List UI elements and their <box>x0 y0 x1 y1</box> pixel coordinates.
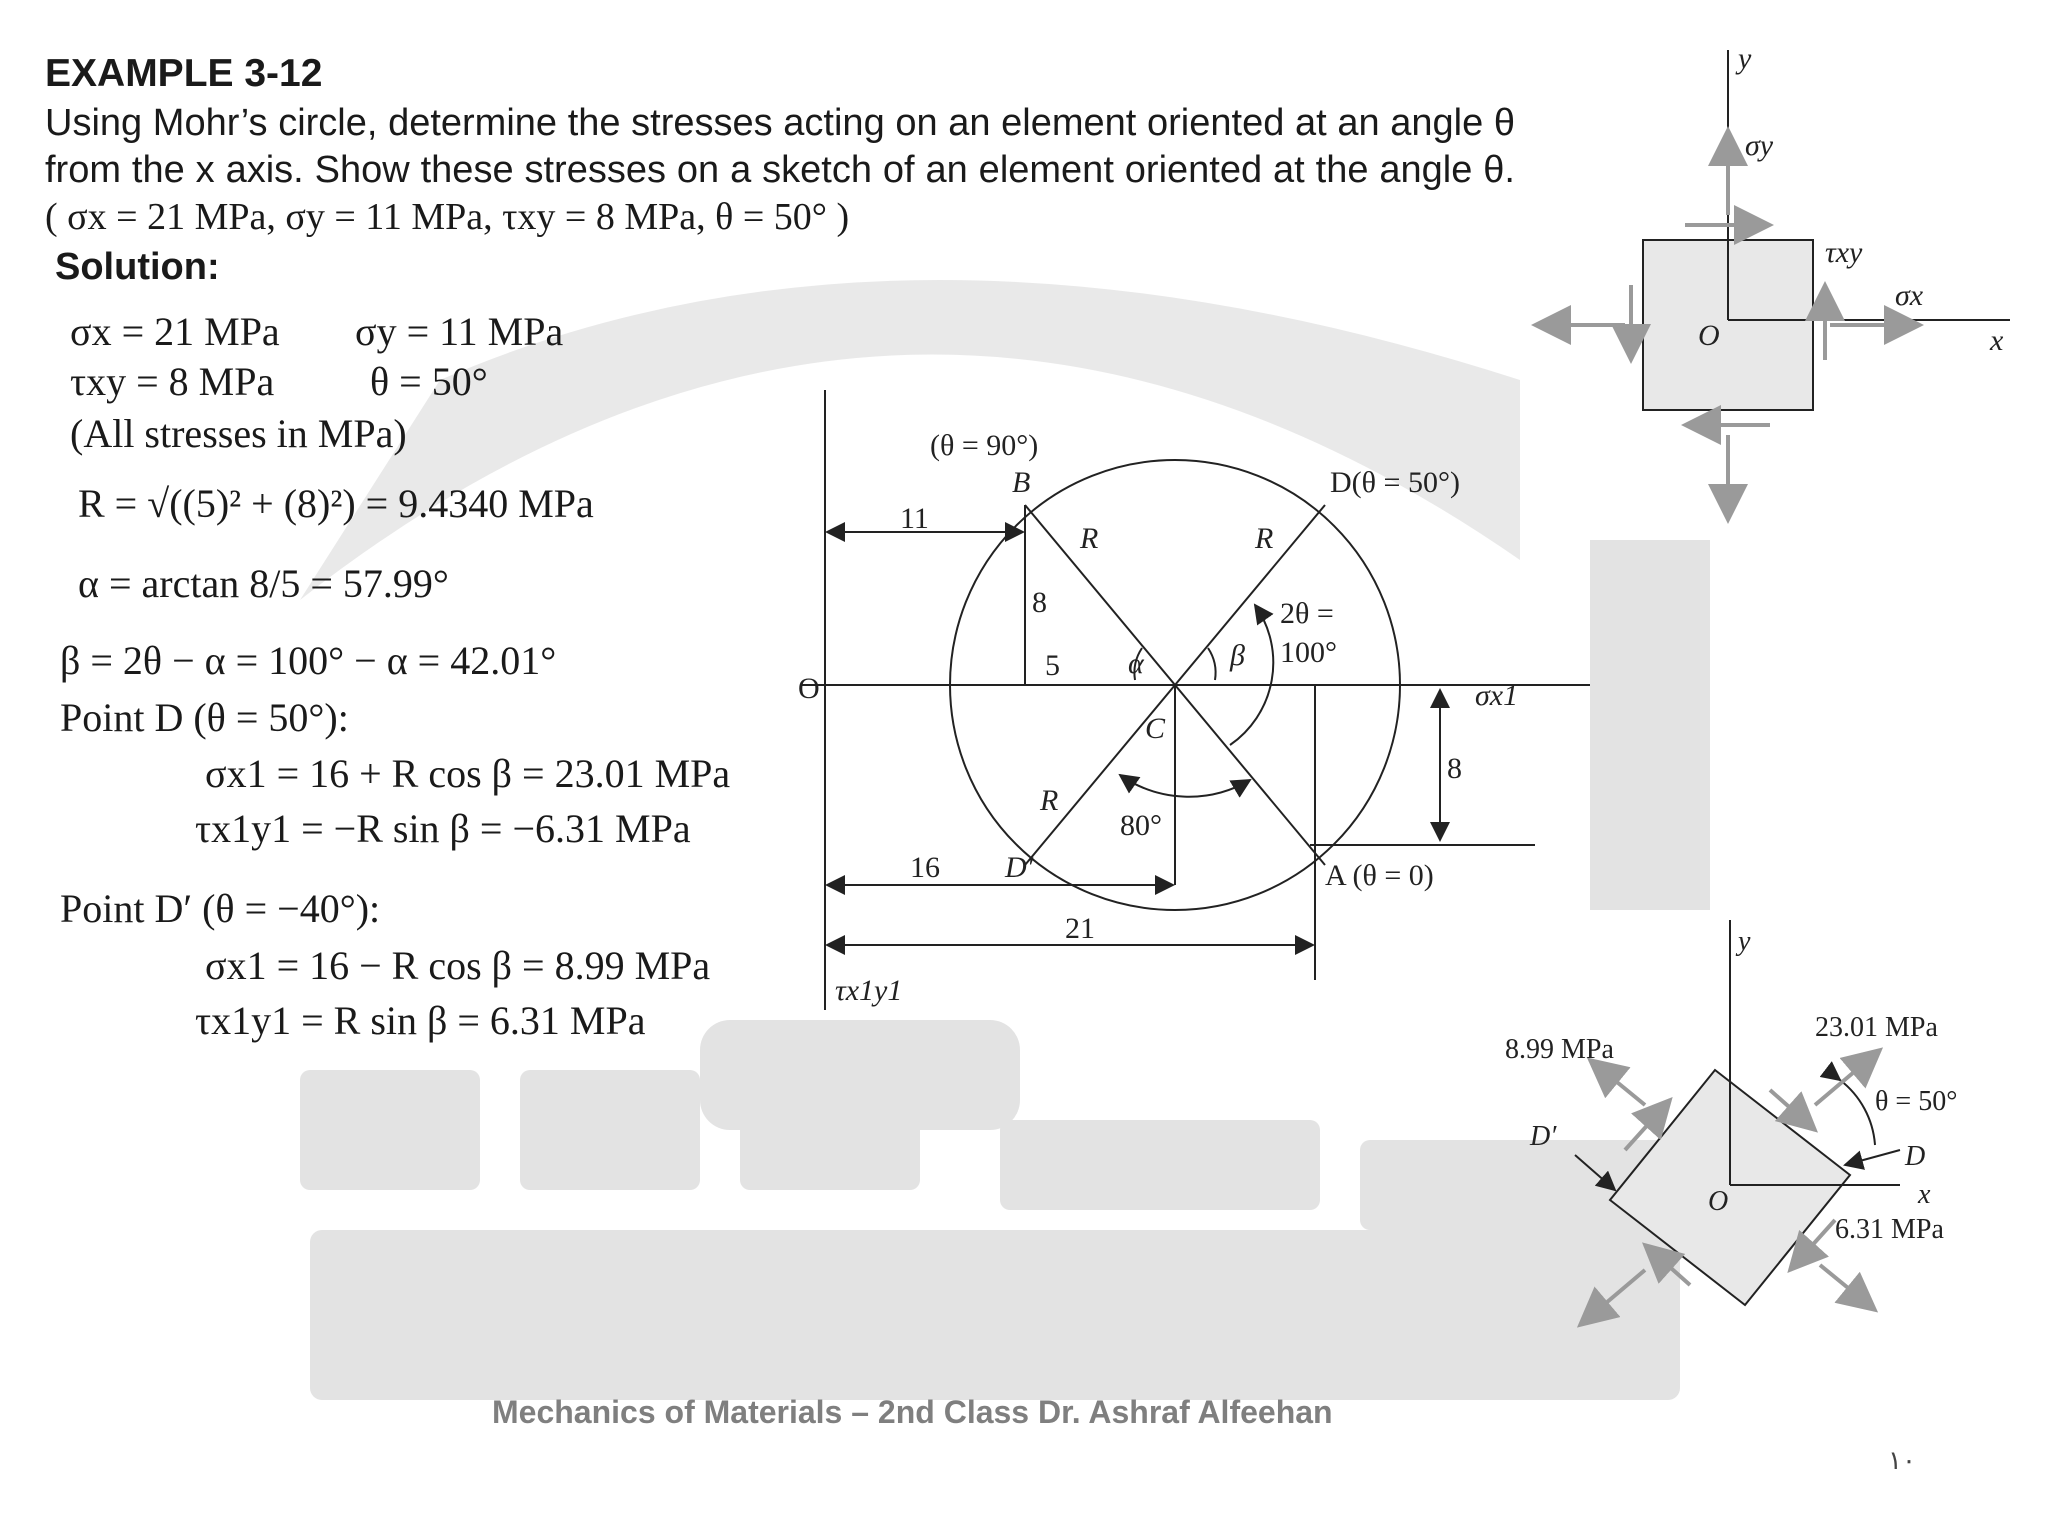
point-dprime-heading: Point D′ (θ = −40°): <box>60 886 381 931</box>
example-title: EXAMPLE 3-12 <box>45 52 323 95</box>
top-angle-label: (θ = 90°) <box>930 429 1039 462</box>
sigma-axis-label: σx1 <box>1475 679 1519 712</box>
problem-givens: ( σx = 21 MPa, σy = 11 MPa, τxy = 8 MPa, θ = 50° ) <box>45 196 850 238</box>
origin-o-label: O <box>1708 1186 1729 1217</box>
radius-label-upper-left: R <box>1080 522 1099 555</box>
beta-label: β <box>1230 639 1245 672</box>
given-theta: θ = 50° <box>370 359 488 404</box>
dim-21-label: 21 <box>1065 912 1095 945</box>
stress-element-original <box>1520 40 2020 540</box>
problem-statement <box>45 100 1515 241</box>
beta-equation: β = 2θ − α = 100° − α = 42.01° <box>60 638 557 683</box>
theta-label: θ = 50° <box>1875 1086 1958 1117</box>
origin-o-label: O <box>1698 319 1720 352</box>
dim-8-label: 8 <box>1032 586 1047 619</box>
sigma-899-arrow-out <box>1590 1060 1645 1105</box>
point-dprime-label: D′ <box>1005 851 1034 884</box>
stress-2301-label: 23.01 MPa <box>1815 1012 1938 1043</box>
point-a-label: A (θ = 0) <box>1325 859 1434 892</box>
point-d-label: D <box>1905 1141 1926 1172</box>
two-theta-arc <box>1230 605 1273 745</box>
angle-80-label: 80° <box>1120 809 1162 842</box>
radius-label-lower-left: R <box>1040 784 1059 817</box>
sigma-899-arrow-in <box>1820 1265 1875 1310</box>
given-tau-xy: τxy = 8 MPa <box>70 359 275 404</box>
y-axis-label: y <box>1738 42 1752 75</box>
alpha-label: α <box>1128 647 1144 680</box>
page-number: ١٠ <box>1888 1446 1916 1475</box>
two-theta-label-1: 2θ = <box>1280 597 1334 630</box>
stress-899-label: 8.99 MPa <box>1505 1034 1614 1065</box>
two-theta-label-2: 100° <box>1280 636 1337 669</box>
footer-credit: Mechanics of Materials – 2nd Class Dr. Ashraf Alfeehan <box>492 1394 1333 1430</box>
dim-5-label: 5 <box>1045 649 1060 682</box>
point-d-sigma: σx1 = 16 + R cos β = 23.01 MPa <box>205 751 731 796</box>
angle-80-arc <box>1120 775 1250 797</box>
x-axis-label: x <box>1918 1179 1931 1210</box>
radius-equation: R = √((5)² + (8)²) = 9.4340 MPa <box>78 481 594 526</box>
beta-arc <box>1208 648 1216 680</box>
dim-8-right-label: 8 <box>1447 752 1462 785</box>
sigma-2301-arrow-out <box>1815 1050 1880 1105</box>
sigma-2301-arrow-in <box>1580 1270 1645 1325</box>
sigma-y-label: σy <box>1745 129 1774 162</box>
dim-16-label: 16 <box>910 851 940 884</box>
point-dprime-label: D′ <box>1530 1121 1557 1152</box>
given-sigma-x: σx = 21 MPa <box>70 309 280 354</box>
center-label: C <box>1145 712 1166 745</box>
stress-631-label: 6.31 MPa <box>1835 1214 1944 1245</box>
point-dprime-sigma: σx1 = 16 − R cos β = 8.99 MPa <box>205 943 711 988</box>
stress-element-rotated <box>1480 920 2040 1380</box>
units-note: (All stresses in MPa) <box>70 411 407 456</box>
point-d-heading: Point D (θ = 50°): <box>60 695 349 740</box>
origin-label: O <box>798 672 820 705</box>
point-b-label: B <box>1012 466 1031 499</box>
tau-axis-label: τx1y1 <box>835 974 903 1007</box>
alpha-equation: α = arctan 8/5 = 57.99° <box>78 561 449 606</box>
x-axis-label: x <box>1990 324 2004 357</box>
point-d-label: D(θ = 50°) <box>1330 466 1460 499</box>
problem-text: Using Mohr’s circle, determine the stresses acting on an element oriented at an angle θ from the x axis. Show these stresses on a sketch of an element oriented at the angle θ. <box>45 102 1515 191</box>
theta-arc <box>1840 1080 1875 1145</box>
solution-label: Solution: <box>55 246 220 288</box>
dim-11-label: 11 <box>900 502 929 535</box>
tau-xy-label: τxy <box>1825 236 1863 269</box>
given-sigma-y: σy = 11 MPa <box>355 309 564 354</box>
radius-label-upper-right: R <box>1255 522 1274 555</box>
d-pointer <box>1845 1150 1900 1165</box>
dprime-pointer <box>1575 1155 1615 1190</box>
point-d-tau: τx1y1 = −R sin β = −6.31 MPa <box>195 806 691 851</box>
point-dprime-tau: τx1y1 = R sin β = 6.31 MPa <box>195 998 646 1043</box>
sigma-x-label: σx <box>1895 279 1924 312</box>
y-axis-label: y <box>1738 926 1751 957</box>
